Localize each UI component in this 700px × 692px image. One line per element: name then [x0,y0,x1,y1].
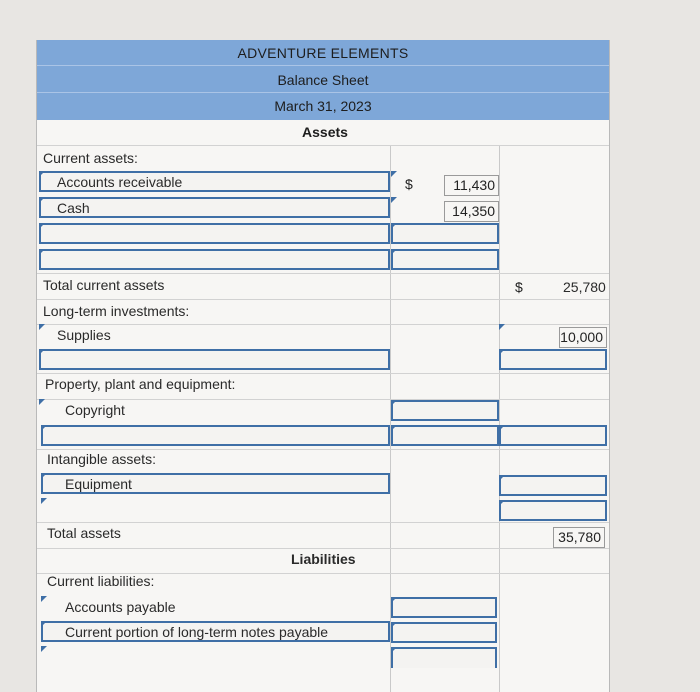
ar-dollar-sign: $ [405,176,413,192]
liability-blank-amount[interactable] [391,647,497,668]
equipment-field[interactable] [41,473,390,494]
cash-field[interactable] [39,197,390,218]
current-asset-blank-field-2[interactable] [39,249,390,270]
supplies-field[interactable] [39,324,390,345]
accounts-payable-field[interactable] [41,596,390,617]
cpltnp-amount[interactable] [391,622,497,643]
ppe-amount-1[interactable] [391,400,499,421]
assets-heading: Assets [302,124,348,140]
ar-amount-input[interactable]: 11,430 [444,175,499,196]
current-assets-label: Current assets: [43,150,138,166]
current-asset-blank-field-1[interactable] [39,223,390,244]
current-asset-blank-amount-2[interactable] [391,249,499,270]
current-asset-blank-amount-1[interactable] [391,223,499,244]
lti-blank-field[interactable] [39,349,390,370]
supplies-text: Supplies [57,327,111,343]
liabilities-heading: Liabilities [291,551,356,567]
tca-dollar-sign: $ [515,279,523,295]
equipment-text: Equipment [65,476,132,492]
long-term-investments-label: Long-term investments: [43,303,190,319]
ppe-label: Property, plant and equipment: [45,376,236,392]
ppe-total-amount[interactable] [499,425,607,446]
copyright-field[interactable] [39,399,390,420]
copyright-text: Copyright [65,402,125,418]
accounts-receivable-field[interactable] [39,171,390,192]
ap-amount[interactable] [391,597,497,618]
current-portion-field[interactable] [41,621,390,642]
ppe-blank-field[interactable] [41,425,390,446]
ppe-amount-2[interactable] [391,425,499,446]
intangible-amount-2[interactable] [499,500,607,521]
accounts-payable-text: Accounts payable [65,599,176,615]
cash-text: Cash [57,200,90,216]
current-liabilities-label: Current liabilities: [47,573,155,589]
total-assets-label: Total assets [47,525,121,541]
balance-sheet [36,40,610,692]
total-assets-amount[interactable]: 35,780 [553,527,605,548]
tca-amount: 25,780 [563,279,606,295]
statement-title: Balance Sheet [277,72,369,88]
cash-amount-input[interactable]: 14,350 [444,201,499,222]
current-portion-text: Current portion of long-term notes payable [65,624,329,640]
intangible-blank-field[interactable] [41,498,390,519]
intangible-assets-label: Intangible assets: [47,451,156,467]
intangible-amount-1[interactable] [499,475,607,496]
liability-blank-field[interactable] [41,646,390,667]
total-current-assets-label: Total current assets [43,277,165,293]
accounts-receivable-text: Accounts receivable [57,174,183,190]
lti-amount-input[interactable]: 10,000 [559,327,607,348]
statement-date: March 31, 2023 [274,98,372,114]
company-name: ADVENTURE ELEMENTS [237,45,409,61]
lti-blank-amount[interactable] [499,349,607,370]
